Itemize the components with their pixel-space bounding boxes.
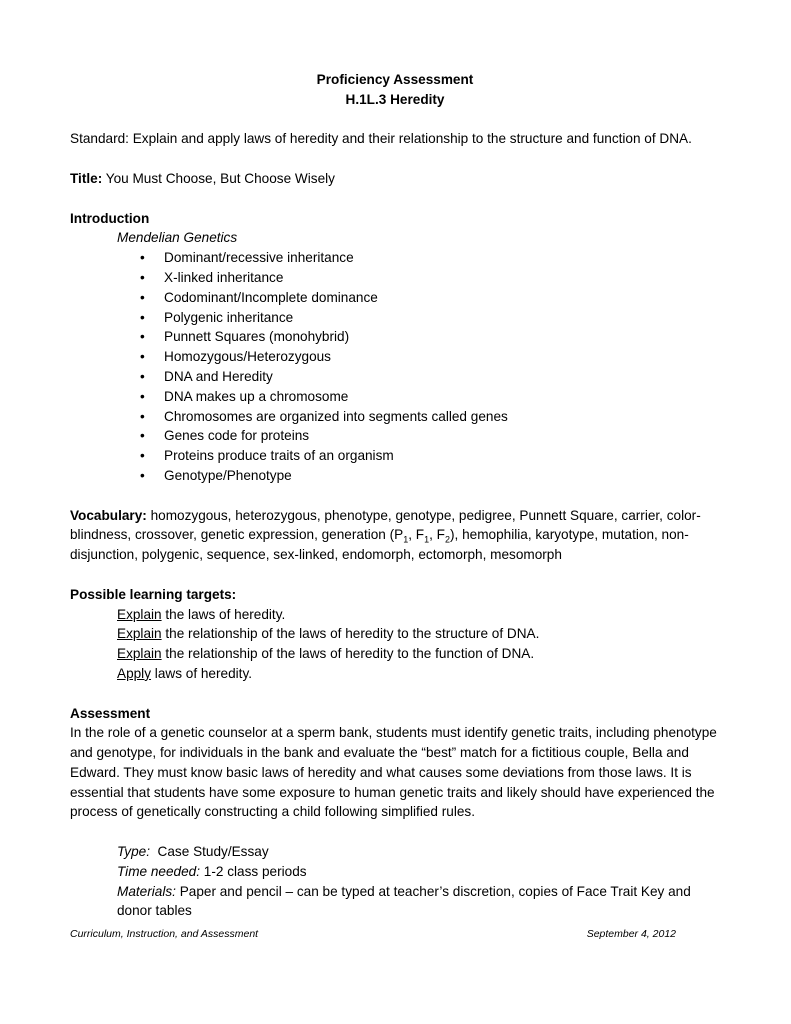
standard-statement: Standard: Explain and apply laws of heredity and their relationship to the structure and function of DNA. [70, 131, 692, 147]
target-verb: Explain [117, 646, 162, 662]
list-item: • X-linked inheritance [140, 268, 720, 288]
introduction-subheading: Mendelian Genetics [117, 230, 238, 246]
vocabulary-label: Vocabulary: [70, 507, 147, 523]
assessment-time [70, 862, 720, 882]
learning-target [70, 644, 720, 664]
list-item: • Punnett Squares (monohybrid) [140, 327, 720, 347]
footer-date: September 4, 2012 [586, 928, 676, 940]
type-label: Type: [117, 844, 150, 860]
assessment-materials [70, 882, 720, 922]
assessment-heading: Assessment [70, 705, 151, 721]
assessment-body: In the role of a genetic counselor at a sperm bank, students must identify genetic traits, including phenotype and genotype, for individuals in the bank and evaluate the “best” match for a fictitious couple, Bella and Edward. They must know basic laws of heredity and what causes some deviations from those laws. It is essential that students have some exposure to human genetic traits and likely should have experienced the process of genetically constructing a child following simplified rules. [70, 725, 717, 820]
title-text: You Must Choose, But Choose Wisely [105, 170, 335, 186]
target-verb: Explain [117, 606, 162, 622]
target-text: the relationship of the laws of heredity to the structure of DNA. [161, 626, 540, 642]
learning-target [70, 664, 720, 684]
list-item: • Genes code for proteins [140, 426, 720, 446]
learning-target [70, 624, 720, 644]
introduction-list [70, 248, 720, 486]
materials-label: Materials: [117, 883, 176, 899]
vocabulary-paragraph [70, 506, 720, 565]
vocabulary-mid-1: , F [408, 527, 425, 543]
title-label: Title: [70, 170, 103, 186]
list-item: • Homozygous/Heterozygous [140, 347, 720, 367]
vocabulary-sub-p1: 1 [403, 535, 409, 546]
vocabulary-sub-f1: 1 [424, 535, 430, 546]
title-line [70, 169, 720, 189]
materials-value: Paper and pencil – can be typed at teacher’s discretion, copies of Face Trait Key and donor tables [117, 883, 691, 919]
footer-left: Curriculum, Instruction, and Assessment [70, 928, 259, 940]
time-value: 1-2 class periods [200, 863, 307, 879]
document-page [70, 70, 720, 921]
type-value: Case Study/Essay [150, 844, 269, 860]
target-verb: Explain [117, 626, 162, 642]
vocabulary-mid-2: , F [429, 527, 445, 543]
target-text: laws of heredity. [151, 665, 253, 681]
document-title: Proficiency Assessment [316, 72, 474, 87]
list-item: • Codominant/Incomplete dominance [140, 288, 720, 308]
page-footer [70, 928, 676, 940]
document-subtitle: H.1L.3 Heredity [345, 91, 445, 107]
learning-target [70, 605, 720, 625]
list-item: • Polygenic inheritance [140, 308, 720, 328]
target-text: the laws of heredity. [161, 606, 286, 622]
vocabulary-sub-f2: 2 [444, 535, 450, 546]
list-item: • Proteins produce traits of an organism [140, 446, 720, 466]
introduction-heading: Introduction [70, 210, 150, 226]
list-item: • DNA and Heredity [140, 367, 720, 387]
vocabulary-text-after: ), hemophilia, karyotype, mutation, non-disjunction, polygenic, sequence, sex-linked, endomorph, ectomorph, mesomorph [70, 527, 689, 563]
list-item: • DNA makes up a chromosome [140, 387, 720, 407]
list-item: • Dominant/recessive inheritance [140, 248, 720, 268]
list-item: • Genotype/Phenotype [140, 466, 720, 486]
vocabulary-text-before: homozygous, heterozygous, phenotype, genotype, pedigree, Punnett Square, carrier, color-blindness, crossover, genetic expression, generation (P [70, 507, 701, 543]
target-text: the relationship of the laws of heredity to the function of DNA. [161, 646, 535, 662]
learning-targets-heading: Possible learning targets: [70, 586, 237, 602]
list-item: • Chromosomes are organized into segments called genes [140, 407, 720, 427]
time-label: Time needed: [117, 863, 201, 879]
assessment-type [70, 842, 720, 862]
target-verb: Apply [117, 665, 152, 681]
